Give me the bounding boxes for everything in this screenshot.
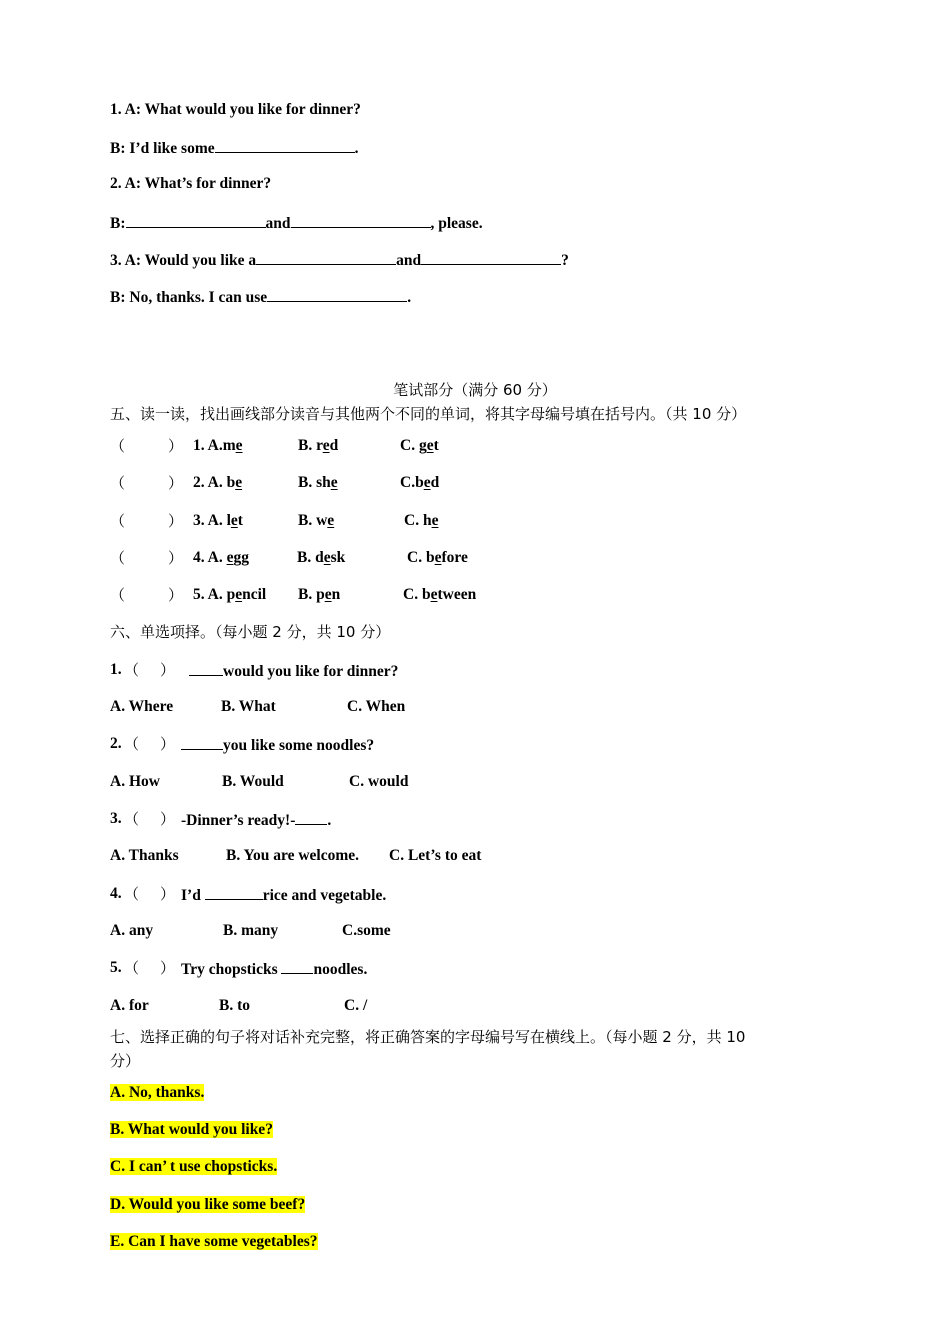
choice-c[interactable]: C. When	[347, 698, 406, 715]
answer-paren-close: ）	[160, 885, 176, 903]
option-a-word: 3. A. let	[193, 512, 243, 529]
written-part-title	[0, 380, 950, 400]
option-b-word: B. we	[298, 512, 335, 529]
option-b-text: B. What would you like?	[110, 1121, 273, 1138]
choice-b[interactable]: B. Would	[222, 773, 284, 790]
choice-b[interactable]: B. to	[219, 997, 250, 1014]
q3-b-end: .	[407, 289, 412, 306]
answer-paren-open[interactable]: （	[110, 549, 126, 567]
q3-a-end: ?	[561, 252, 569, 269]
choice-a[interactable]: A. for	[110, 997, 149, 1014]
q3-a-line	[110, 249, 569, 271]
answer-paren-close: ）	[160, 810, 176, 828]
answer-blank[interactable]	[267, 286, 407, 302]
q1-a-line	[110, 100, 361, 120]
answer-paren-open[interactable]: （	[124, 959, 140, 977]
answer-blank[interactable]	[126, 212, 266, 228]
option-e	[110, 1232, 318, 1252]
section6-heading	[110, 622, 390, 642]
q2-a-line	[110, 174, 271, 194]
option-c-word: C. between	[403, 586, 477, 603]
question-text: Try chopsticks noodles.	[181, 958, 367, 980]
answer-blank[interactable]	[181, 734, 223, 750]
q3-a-and: and	[396, 252, 422, 269]
option-d	[110, 1195, 305, 1215]
answer-blank[interactable]	[205, 884, 263, 900]
choice-c[interactable]: C. would	[349, 773, 409, 790]
option-a-text: A. No, thanks.	[110, 1084, 205, 1101]
choice-c[interactable]: C. Let’s to eat	[389, 847, 482, 864]
choice-a[interactable]: A. any	[110, 922, 154, 939]
q3-b-text: B: No, thanks. I can use	[110, 289, 268, 306]
q2-b-line	[110, 212, 483, 234]
option-a-word: 5. A. pencil	[193, 586, 267, 603]
section6-heading-text: 六、单选项择。（每小题 2 分，共 10 分）	[110, 623, 391, 641]
answer-paren-open[interactable]: （	[110, 437, 126, 455]
option-c-word: C. he	[404, 512, 439, 529]
answer-paren-close: ）	[160, 661, 176, 679]
choice-b[interactable]: B. You are welcome.	[226, 847, 360, 864]
section5-heading	[110, 404, 746, 424]
answer-paren-close: ）	[160, 959, 176, 977]
q1-a-text: 1. A: What would you like for dinner?	[110, 101, 361, 118]
option-d-text: D. Would you like some beef?	[110, 1196, 306, 1213]
question-number: 1.	[110, 661, 122, 678]
option-e-text: E. Can I have some vegetables?	[110, 1233, 318, 1250]
choice-a[interactable]: A. Where	[110, 698, 174, 715]
question-number: 3.	[110, 810, 122, 827]
option-c-word: C. before	[407, 549, 468, 566]
q2-b-and: and	[265, 215, 291, 232]
answer-blank[interactable]	[215, 137, 355, 153]
section7-heading-cont	[110, 1051, 140, 1071]
choice-c[interactable]: C.some	[342, 922, 391, 939]
answer-paren-close: ）	[168, 474, 184, 492]
q1-b-end: .	[354, 140, 359, 157]
choice-a[interactable]: A. Thanks	[110, 847, 179, 864]
option-c	[110, 1157, 277, 1177]
section7-heading	[110, 1027, 745, 1047]
section7-heading-line2: 分）	[110, 1052, 141, 1070]
choice-b[interactable]: B. many	[223, 922, 279, 939]
question-number: 5.	[110, 959, 122, 976]
answer-paren-open[interactable]: （	[110, 586, 126, 604]
answer-blank[interactable]	[421, 249, 561, 265]
answer-paren-open[interactable]: （	[124, 810, 140, 828]
q3-a-text: 3. A: Would you like a	[110, 252, 257, 269]
option-c-word: C. get	[400, 437, 439, 454]
section5-heading-text: 五、读一读，找出画线部分读音与其他两个不同的单词，将其字母编号填在括号内。（共 10 分）	[110, 405, 747, 423]
choice-c[interactable]: C. /	[344, 997, 368, 1014]
option-a-word: 4. A. egg	[193, 549, 249, 566]
q3-b-line	[110, 286, 411, 308]
answer-blank[interactable]	[291, 212, 431, 228]
question-text: I’d rice and vegetable.	[181, 884, 386, 906]
answer-blank[interactable]	[189, 660, 223, 676]
option-a	[110, 1083, 204, 1103]
question-number: 2.	[110, 735, 122, 752]
question-text: you like some noodles?	[181, 734, 374, 756]
choice-b[interactable]: B. What	[221, 698, 276, 715]
answer-paren-open[interactable]: （	[124, 885, 140, 903]
option-b-word: B. she	[298, 474, 338, 491]
answer-blank[interactable]	[256, 249, 396, 265]
option-b-word: B. desk	[297, 549, 346, 566]
section7-heading-line1: 七、选择正确的句子将对话补充完整，将正确答案的字母编号写在横线上。（每小题 2 分，共 10	[110, 1028, 746, 1046]
answer-paren-close: ）	[168, 549, 184, 567]
option-b	[110, 1120, 273, 1140]
q1-b-line	[110, 137, 359, 159]
q1-b-text: B: I’d like some	[110, 140, 215, 157]
choice-a[interactable]: A. How	[110, 773, 160, 790]
question-number: 4.	[110, 885, 122, 902]
answer-paren-open[interactable]: （	[110, 474, 126, 492]
answer-paren-close: ）	[168, 437, 184, 455]
option-c-text: C. I can’ t use chopsticks.	[110, 1158, 278, 1175]
q2-b-end: , please.	[430, 215, 483, 232]
answer-paren-open[interactable]: （	[124, 735, 140, 753]
answer-paren-close: ）	[160, 735, 176, 753]
option-b-word: B. pen	[298, 586, 341, 603]
option-a-word: 1. A.me	[193, 437, 243, 454]
question-text: -Dinner’s ready!- .	[181, 809, 331, 831]
option-a-word: 2. A. be	[193, 474, 243, 491]
answer-paren-close: ）	[168, 512, 184, 530]
option-b-word: B. red	[298, 437, 339, 454]
answer-paren-close: ）	[168, 586, 184, 604]
q2-b-label: B:	[110, 215, 126, 232]
question-text: would you like for dinner?	[189, 660, 398, 682]
option-c-word: C.bed	[400, 474, 440, 491]
answer-paren-open[interactable]: （	[124, 661, 140, 679]
answer-blank[interactable]	[281, 958, 313, 974]
written-part-title-text: 笔试部分（满分 60 分）	[393, 381, 557, 399]
q2-a-text: 2. A: What’s for dinner?	[110, 175, 272, 192]
answer-blank[interactable]	[295, 809, 327, 825]
answer-paren-open[interactable]: （	[110, 512, 126, 530]
